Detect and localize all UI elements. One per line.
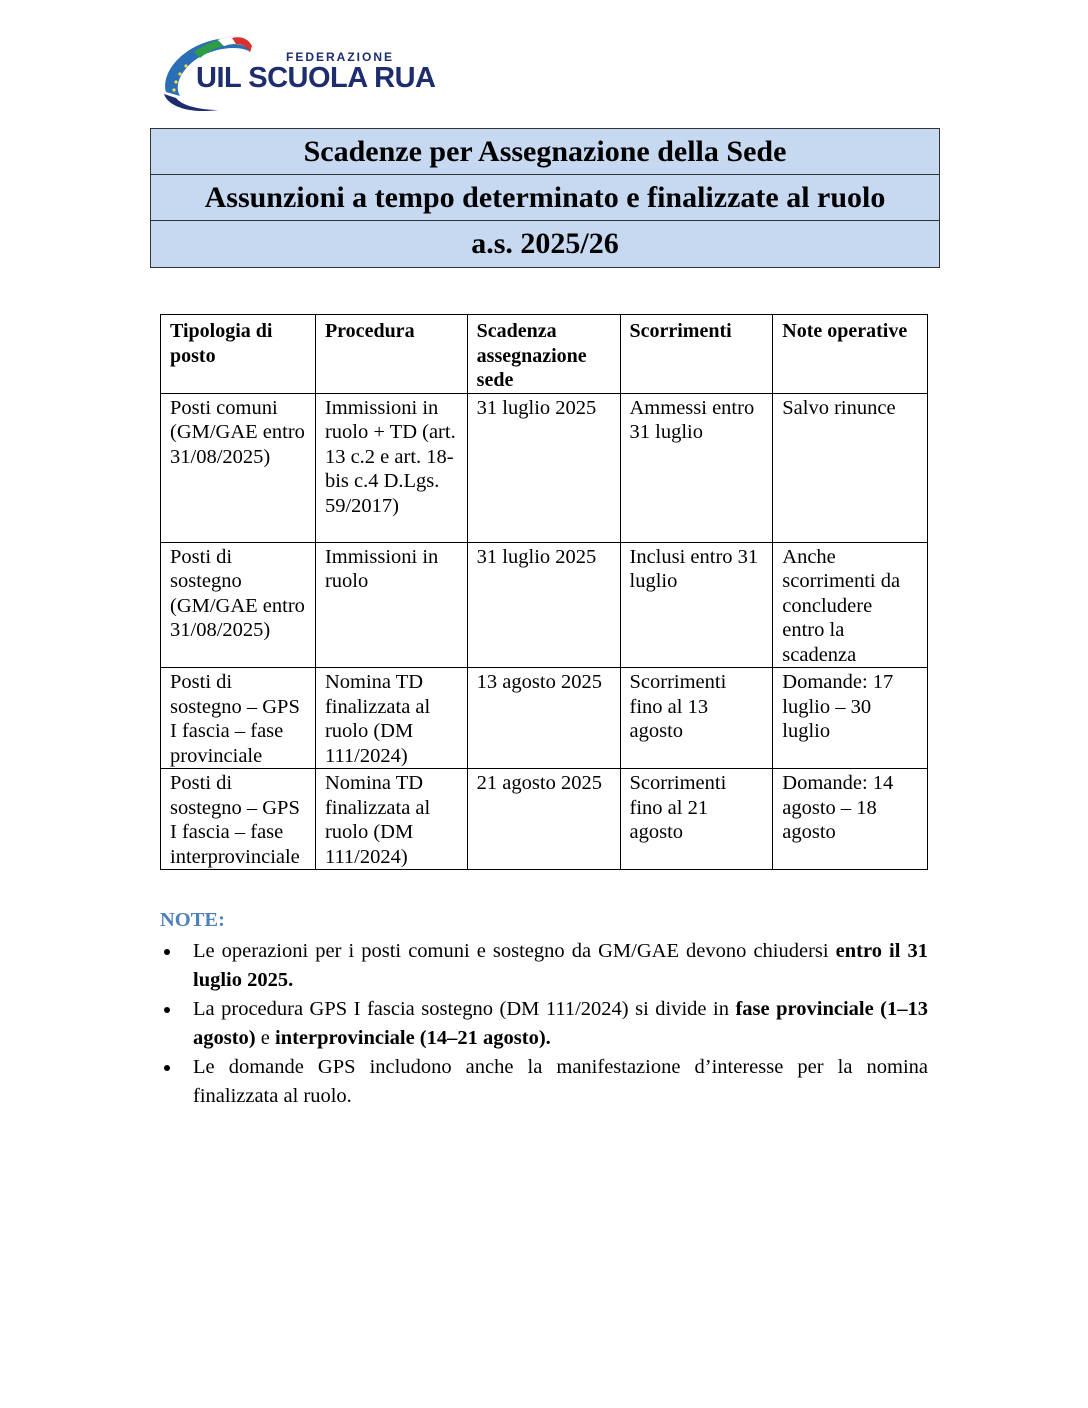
table-cell: Ammessi entro 31 luglio: [620, 393, 773, 542]
title-box: [150, 128, 940, 268]
header-scorrimenti: Scorrimenti: [620, 315, 773, 394]
header-scadenza: Scadenza assegnazione sede: [467, 315, 620, 394]
table-cell: Domande: 14 agosto – 18 agosto: [773, 769, 928, 870]
logo-federazione-text: FEDERAZIONE: [286, 50, 395, 64]
title-line-1: Scadenze per Assegnazione della Sede: [151, 129, 939, 175]
note-text: Le operazioni per i posti comuni e sostegno da GM/GAE devono chiudersi: [193, 940, 836, 962]
note-bold-text: fase provinciale (1–13 agosto): [193, 998, 929, 1049]
note-text: Le domande GPS includono anche la manifestazione d’interesse per la nomina finalizzata al ruolo.: [193, 1056, 928, 1107]
table-cell: 13 agosto 2025: [467, 668, 620, 769]
logo-name-text: UIL SCUOLA RUA: [196, 62, 436, 94]
table-cell: Scorrimenti fino al 21 agosto: [620, 769, 773, 870]
table-cell: Posti di sostegno – GPS I fascia – fase interprovinciale: [161, 769, 316, 870]
table-cell: 21 agosto 2025: [467, 769, 620, 870]
list-item: [160, 937, 928, 995]
note-bold-text: entro il 31 luglio 2025.: [193, 940, 928, 991]
table-cell: Salvo rinunce: [773, 393, 928, 542]
table-cell: Domande: 17 luglio – 30 luglio: [773, 668, 928, 769]
list-item: [160, 995, 928, 1053]
title-line-3: a.s. 2025/26: [471, 227, 619, 260]
notes-title: NOTE:: [160, 909, 225, 931]
note-text: e: [255, 1027, 275, 1049]
table-cell: Anche scorrimenti da concludere entro la scadenza: [773, 542, 928, 668]
table-row: [161, 393, 928, 542]
table-cell: Posti comuni (GM/GAE entro 31/08/2025): [161, 393, 316, 542]
table-row: [161, 668, 928, 769]
bullet-icon: [164, 1065, 170, 1071]
table-cell: Immissioni in ruolo + TD (art. 13 c.2 e art. 18-bis c.4 D.Lgs. 59/2017): [315, 393, 467, 542]
note-bold-text: interprovinciale (14–21 agosto).: [275, 1027, 551, 1049]
table-cell: Posti di sostegno – GPS I fascia – fase provinciale: [161, 668, 316, 769]
table-cell: Nomina TD finalizzata al ruolo (DM 111/2024): [315, 769, 467, 870]
table-row: [161, 542, 928, 668]
table-cell: 31 luglio 2025: [467, 542, 620, 668]
list-item: [160, 1053, 928, 1111]
uil-scuola-rua-logo: [158, 30, 448, 114]
note-text: La procedura GPS I fascia sostegno (DM 111/2024) si divide in: [193, 998, 736, 1020]
header-tipologia: Tipologia di posto: [161, 315, 316, 394]
bullet-icon: [164, 949, 170, 955]
header-procedura: Procedura: [315, 315, 467, 394]
table-row: [161, 769, 928, 870]
table-cell: Scorrimenti fino al 13 agosto: [620, 668, 773, 769]
title-line-2: Assunzioni a tempo determinato e finalizzate al ruolo: [151, 175, 939, 221]
table-cell: Nomina TD finalizzata al ruolo (DM 111/2024): [315, 668, 467, 769]
table-cell: 31 luglio 2025: [467, 393, 620, 542]
table-cell: Posti di sostegno (GM/GAE entro 31/08/2025): [161, 542, 316, 668]
notes-list: [160, 937, 928, 1111]
table-cell: Inclusi entro 31 luglio: [620, 542, 773, 668]
table-cell: Immissioni in ruolo: [315, 542, 467, 668]
header-note-operative: Note operative: [773, 315, 928, 394]
notes-section: [160, 906, 928, 1111]
table-header-row: [161, 315, 928, 394]
deadlines-table: [160, 314, 928, 870]
bullet-icon: [164, 1007, 170, 1013]
